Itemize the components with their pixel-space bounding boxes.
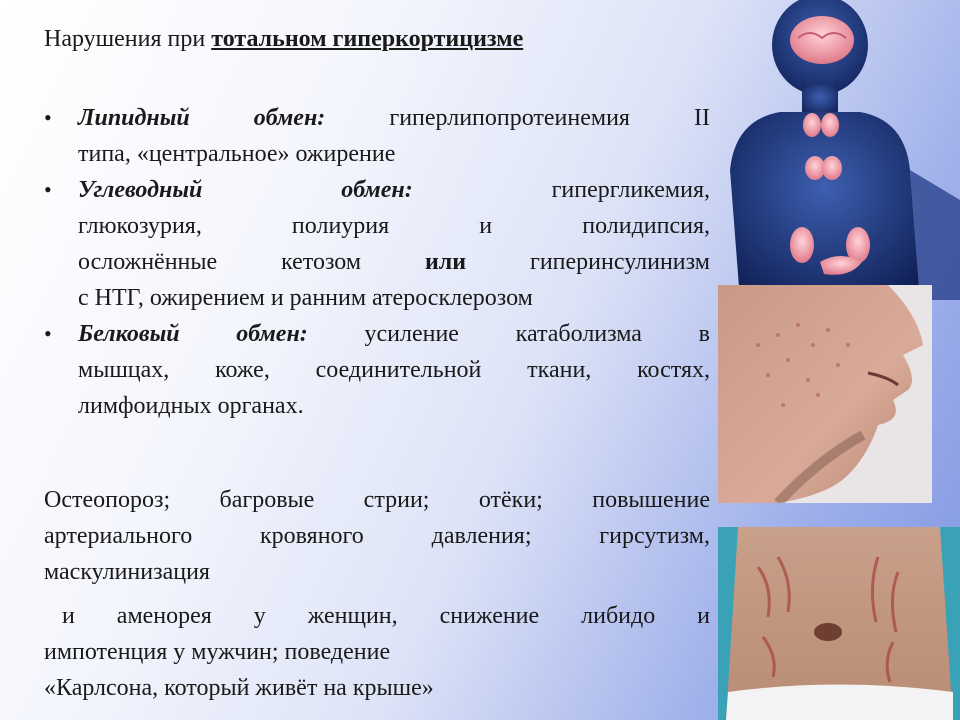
gender-symptoms-paragraph [44,598,710,706]
symptoms-paragraph [44,482,710,590]
bullet-protein-line3: лимфоидных органах. [78,393,304,419]
bullet-carb-line1 [78,172,710,208]
bullet-carb-term: Углеводный обмен: [78,177,413,203]
metabolism-bullet-list [44,100,710,424]
bullet-carb-line2: глюкозурия, полиурия и полидипсия, [78,213,710,239]
abdomen-striae-photo [718,527,960,720]
title-word-hypercorticism: гиперкортицизме [332,26,524,52]
bullet-lipid-term: Липидный обмен: [78,105,326,131]
gender-line3: «Карлсона, который живёт на крыше» [44,675,434,701]
title-prefix: Нарушения при [44,26,212,52]
gender-line2: импотенция у мужчин; поведение [44,639,391,665]
slide-title [44,24,704,54]
bullet-carb-text3b: гиперинсулинизм [466,249,710,275]
face-photo [718,285,932,503]
bullet-protein-text1: усиление катаболизма в [307,321,711,347]
symptoms-line2: артериального кровяного давления; гирсутизм, [44,523,710,549]
bullet-lipid-line2: типа, «центральное» ожирение [78,141,396,167]
bullet-protein-line1 [78,316,710,352]
bullet-carb-line3 [78,244,710,280]
gender-line1: и аменорея у женщин, снижение либидо и [62,603,710,629]
symptoms-line1: Остеопороз; багровые стрии; отёки; повышение [44,487,710,513]
bullet-protein [44,316,710,424]
bullet-protein-term: Белковый обмен: [78,321,308,347]
bullet-lipid-text1: гиперлипопротеинемия II [325,105,710,131]
bullet-carb-text3a: осложнённые кетозом [78,249,425,275]
title-word-total: тотальном [211,26,327,52]
bullet-protein-line2: мышцах, коже, соединительной ткани, костях, [78,357,710,383]
bullet-carb-bold-or: или [424,249,467,275]
body-silhouette-icon [720,0,960,300]
bullet-lipid-line1 [78,100,710,136]
bullet-carb-text1: гипергликемия, [412,177,710,203]
bullet-lipid [44,100,710,172]
symptoms-line3: маскулинизация [44,559,210,585]
bullet-carb [44,172,710,316]
bullet-carb-line4: с НТГ, ожирением и ранним атеросклерозом [78,285,533,311]
body-silhouette-illustration [720,0,960,300]
